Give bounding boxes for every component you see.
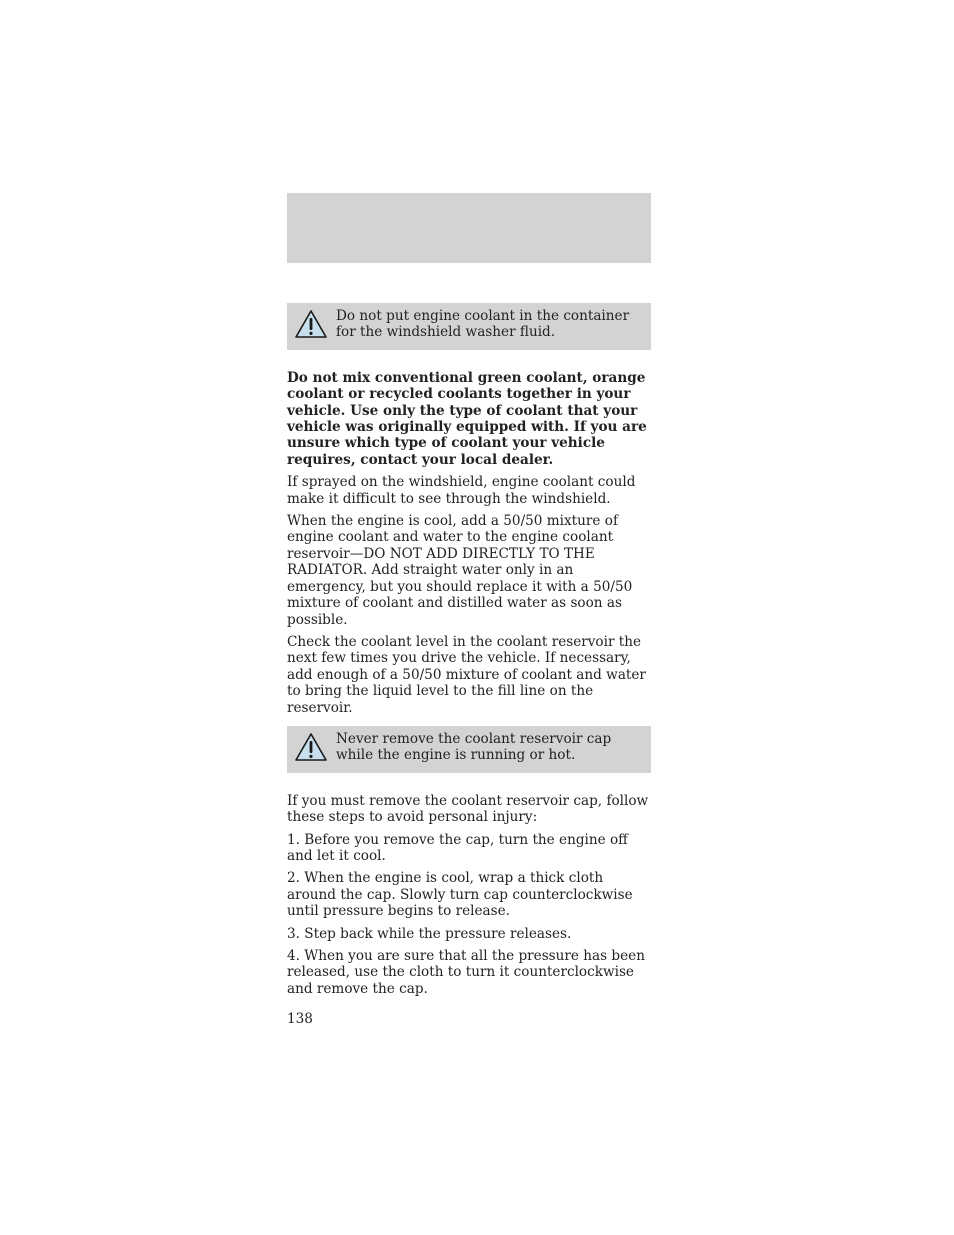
warning-box-washer-fluid [287,303,651,350]
warning-triangle-icon [294,309,328,339]
section-header-band [287,193,651,263]
step-3: 3. Step back while the pressure releases. [287,925,572,942]
manual-page [287,193,651,1028]
step-2: 2. When the engine is cool, wrap a thick cloth around the cap. Slowly turn cap counterclockwise until pressure begins to release. [287,870,633,920]
step-1: 1. Before you remove the cap, turn the engine off and let it cool. [287,831,628,864]
page-number: 138 [287,1011,313,1028]
warning-text: Never remove the coolant reservoir cap while the engine is running or hot. [336,730,612,764]
warning-text: Do not put engine coolant in the container for the windshield washer fluid. [336,308,630,341]
paragraph-check-level: Check the coolant level in the coolant reservoir the next few times you drive the vehicle. If necessary, add enough of a 50/50 mixture of coolant and water to bring the liquid level to the fill line on the reservoir. [287,633,646,716]
warning-triangle-icon [294,732,328,762]
step-4: 4. When you are sure that all the pressure has been released, use the cloth to turn it counterclockwise and remove the cap. [287,948,645,997]
paragraph-add-mixture: When the engine is cool, add a 50/50 mixture of engine coolant and water to the engine coolant reservoir—DO NOT ADD DIRECTLY TO THE RADIATOR. Add straight water only in an emergency, but you should replace it with a 50/50 mixture of coolant and distilled water as soon as possible. [287,513,633,628]
coolant-mixing-notice: Do not mix conventional green coolant, orange coolant or recycled coolants together in your vehicle. Use only the type of coolant that your vehicle was originally equipped with. If you are unsure which type of coolant your vehicle requires, contact your local dealer. [287,369,647,468]
paragraph-must-remove-cap: If you must remove the coolant reservoir cap, follow these steps to avoid personal injury: [287,792,649,826]
paragraph-sprayed-windshield: If sprayed on the windshield, engine coolant could make it difficult to see through the windshield. [287,474,636,507]
warning-box-reservoir-cap [287,726,651,773]
